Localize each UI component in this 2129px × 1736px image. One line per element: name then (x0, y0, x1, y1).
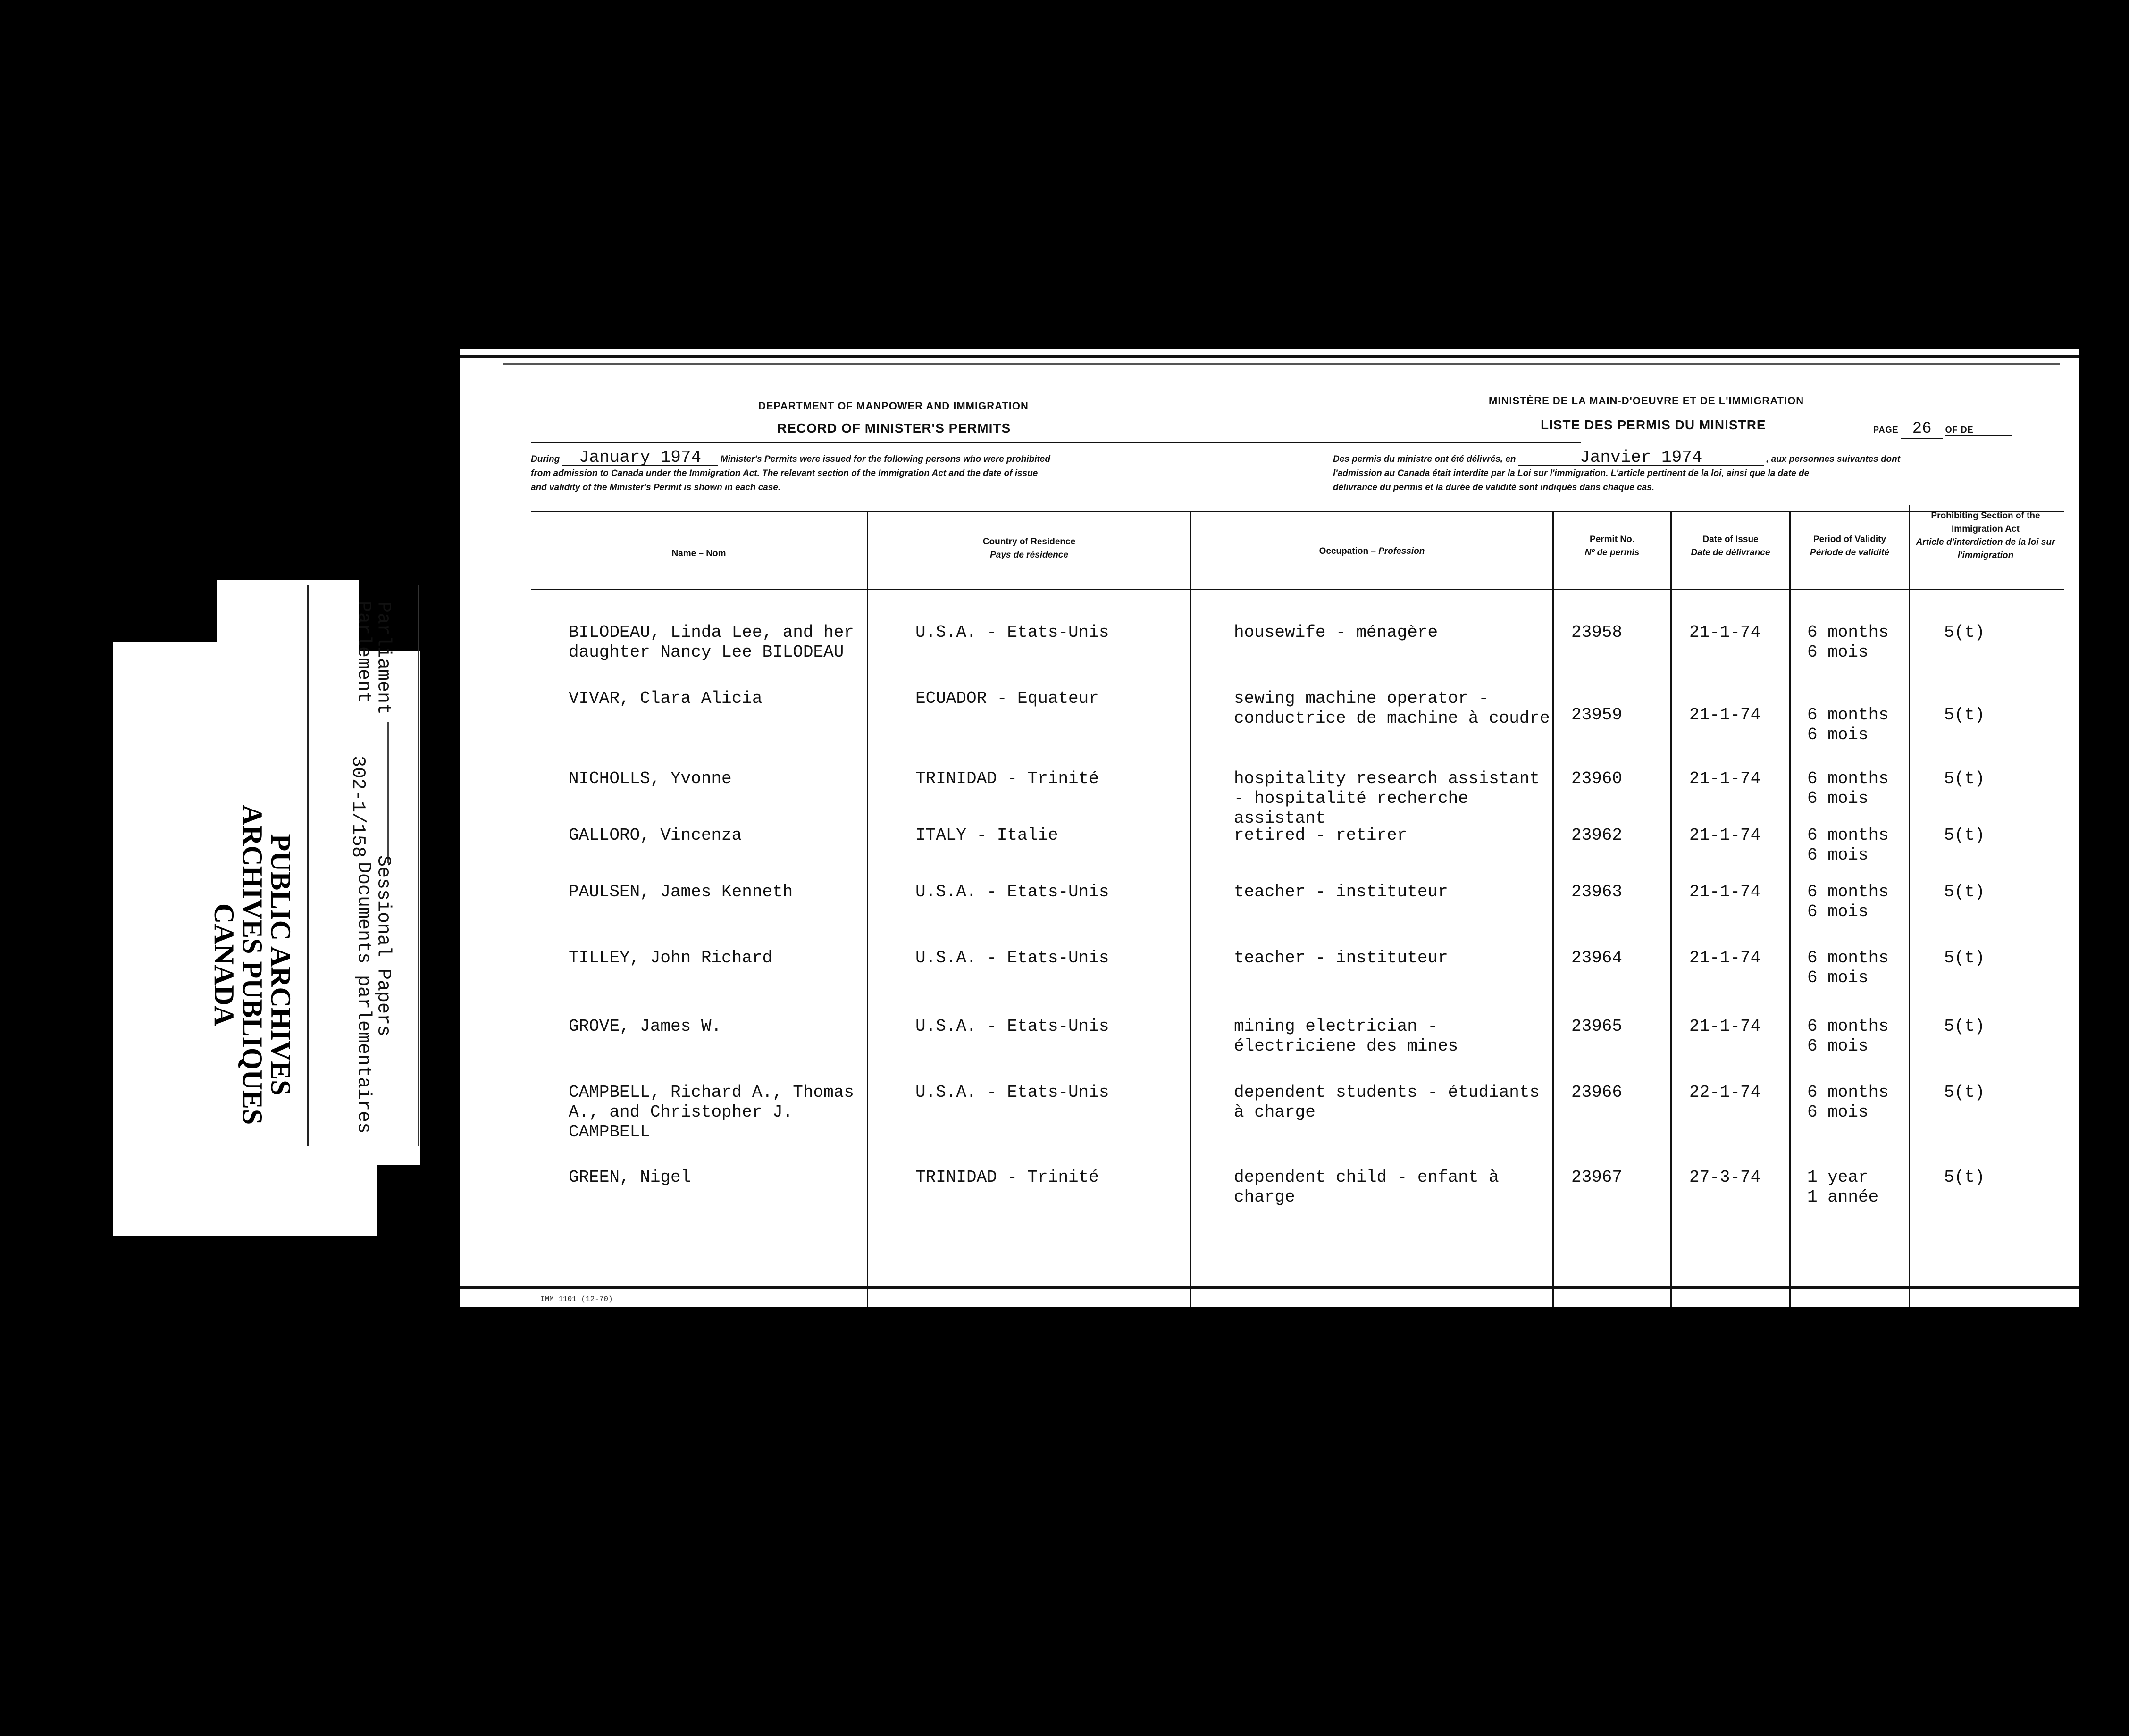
col-header-country (868, 535, 1190, 562)
row-validity-fr: 6 mois (1807, 725, 1869, 744)
row-validity-en: 6 months (1807, 948, 1889, 968)
row-validity (1807, 769, 1906, 809)
col-validity-en: Period of Validity (1813, 534, 1886, 544)
of-label: OF DE (1945, 425, 2012, 436)
row-country: U.S.A. - Etats-Unis (915, 882, 1109, 901)
row-name: VIVAR, Clara Alicia (569, 689, 763, 708)
row-date: 21-1-74 (1689, 705, 1761, 725)
top-edge-line (503, 363, 2060, 365)
row-date: 21-1-74 (1689, 1017, 1761, 1036)
row-section: 5(t) (1944, 769, 1985, 788)
row-date: 21-1-74 (1689, 623, 1761, 642)
row-validity-fr: 6 mois (1807, 789, 1869, 808)
row-validity (1807, 826, 1906, 865)
intro-fr-line-1 (1333, 448, 2060, 467)
col-header-name (531, 547, 867, 560)
col-issue-fr: Date de délivrance (1691, 548, 1770, 558)
column-divider (867, 512, 868, 1307)
row-country: ECUADOR - Equateur (915, 689, 1099, 708)
row-validity-en: 6 months (1807, 882, 1889, 901)
row-occupation: teacher - instituteur (1234, 882, 1448, 901)
row-occupation: dependent child - enfant à charge (1234, 1168, 1499, 1207)
row-name: BILODEAU, Linda Lee, and her daughter Nancy Lee BILODEAU (569, 623, 854, 662)
parliament-en: Parliament (372, 601, 394, 715)
intro-fr-text-2: l'admission au Canada était interdite par la Loi sur l'immigration. L'article pertinent de la loi, ainsi que la date de (1333, 468, 1810, 478)
row-name: TILLEY, John Richard (569, 948, 773, 968)
parliament-fr: Parlement (352, 601, 374, 703)
department-fr: MINISTÈRE DE LA MAIN-D'OEUVRE ET DE L'IMMIGRATION (1489, 395, 1804, 407)
intro-en (531, 448, 1253, 495)
row-section: 5(t) (1944, 705, 1985, 725)
row-validity-en: 6 months (1807, 1083, 1889, 1102)
row-validity-fr: 6 mois (1807, 1102, 1869, 1122)
row-validity-fr: 1 année (1807, 1187, 1879, 1207)
column-divider (1909, 505, 1910, 1307)
row-validity (1807, 948, 1906, 988)
card-divider (307, 585, 309, 1146)
row-occupation: retired - retirer (1234, 826, 1408, 845)
row-country: U.S.A. - Etats-Unis (915, 623, 1109, 642)
row-permit: 23962 (1571, 826, 1623, 845)
month-en: January 1974 (562, 451, 718, 466)
row-occupation: mining electrician - électriciene des mines (1234, 1017, 1458, 1056)
page-number: 26 (1901, 420, 1943, 439)
row-validity-en: 6 months (1807, 705, 1889, 725)
row-permit: 23958 (1571, 623, 1623, 642)
title-fr: LISTE DES PERMIS DU MINISTRE (1541, 417, 1766, 432)
row-validity-en: 6 months (1807, 1017, 1889, 1036)
row-country: U.S.A. - Etats-Unis (915, 1083, 1109, 1102)
row-name: CAMPBELL, Richard A., Thomas A., and Christopher J. CAMPBELL (569, 1083, 854, 1142)
intro-fr (1333, 448, 2060, 495)
row-validity-fr: 6 mois (1807, 902, 1869, 921)
row-validity-fr: 6 mois (1807, 968, 1869, 987)
card-edge (418, 585, 419, 1146)
during-label: During (531, 454, 560, 464)
row-name: GROVE, James W. (569, 1017, 722, 1036)
table-bottom-rule (460, 1286, 2079, 1289)
col-permit-fr: Nº de permis (1584, 548, 1640, 558)
col-header-occupation (1191, 545, 1552, 558)
row-section: 5(t) (1944, 1017, 1985, 1036)
row-permit: 23959 (1571, 705, 1623, 725)
row-validity (1807, 1017, 1906, 1056)
card-divider (387, 722, 389, 863)
row-date: 21-1-74 (1689, 826, 1761, 845)
col-name-label: Name – Nom (671, 549, 726, 559)
col-section-en: Prohibiting Section of the Immigration Act (1931, 511, 2040, 534)
intro-en-text-1: Minister's Permits were issued for the following persons who were prohibited (720, 454, 1050, 464)
row-permit: 23964 (1571, 948, 1623, 968)
row-validity (1807, 623, 1906, 662)
row-validity-en: 6 months (1807, 769, 1889, 788)
header-rule (531, 442, 1581, 443)
row-validity (1807, 1168, 1906, 1207)
column-divider (1789, 512, 1791, 1307)
intro-en-text-3: and validity of the Minister's Permit is shown in each case. (531, 483, 781, 492)
page-field (1873, 420, 2012, 439)
row-name: GREEN, Nigel (569, 1168, 691, 1187)
row-country: ITALY - Italie (915, 826, 1058, 845)
row-occupation: dependent students - étudiants à charge (1234, 1083, 1540, 1122)
card-notch (113, 580, 217, 642)
row-section: 5(t) (1944, 623, 1985, 642)
intro-fr-text-3: délivrance du permis et la durée de validité sont indiqués dans chaque cas. (1333, 483, 1655, 492)
col-header-validity (1791, 533, 1909, 559)
col-header-issue (1672, 533, 1789, 559)
institution-line: ARCHIVES PUBLIQUES (237, 804, 268, 1125)
row-date: 21-1-74 (1689, 882, 1761, 901)
row-country: TRINIDAD - Trinité (915, 769, 1099, 788)
intro-en-text-2: from admission to Canada under the Immigration Act. The relevant section of the Immigration Act and the date of issue (531, 468, 1038, 478)
row-section: 5(t) (1944, 1083, 1985, 1102)
row-date: 22-1-74 (1689, 1083, 1761, 1102)
row-date: 27-3-74 (1689, 1168, 1761, 1187)
row-permit: 23960 (1571, 769, 1623, 788)
institution-line: CANADA (209, 903, 240, 1026)
row-validity (1807, 882, 1906, 922)
row-section: 5(t) (1944, 1168, 1985, 1187)
row-name: GALLORO, Vincenza (569, 826, 742, 845)
row-occupation: teacher - instituteur (1234, 948, 1448, 968)
row-section: 5(t) (1944, 882, 1985, 901)
column-divider (1552, 512, 1554, 1307)
row-country: U.S.A. - Etats-Unis (915, 948, 1109, 968)
col-header-permit (1554, 533, 1670, 559)
col-country-en: Country of Residence (982, 537, 1076, 547)
table-header-rule (531, 589, 2064, 590)
month-fr: Janvier 1974 (1518, 451, 1764, 466)
col-section-fr: Article d'interdiction de la loi sur l'immigration (1916, 537, 2055, 560)
row-occupation: hospitality research assistant - hospitalité recherche assistant (1234, 769, 1540, 828)
row-occupation: housewife - ménagère (1234, 623, 1438, 642)
page-label: PAGE (1873, 425, 1899, 434)
series-en: Sessional Papers (372, 855, 394, 1037)
row-name: NICHOLLS, Yvonne (569, 769, 732, 788)
intro-en-line-1 (531, 448, 1253, 467)
row-permit: 23963 (1571, 882, 1623, 901)
column-divider (1670, 512, 1672, 1307)
row-permit: 23967 (1571, 1168, 1623, 1187)
col-issue-en: Date of Issue (1702, 534, 1759, 544)
row-permit: 23965 (1571, 1017, 1623, 1036)
row-name: PAULSEN, James Kenneth (569, 882, 793, 901)
archive-institution-label (209, 729, 296, 1201)
row-country: TRINIDAD - Trinité (915, 1168, 1099, 1187)
intro-fr-text-1a: Des permis du ministre ont été délivrés, en (1333, 454, 1516, 464)
col-validity-fr: Période de validité (1810, 548, 1889, 558)
col-country-fr: Pays de résidence (990, 550, 1068, 560)
row-validity-fr: 6 mois (1807, 643, 1869, 662)
row-validity-en: 1 year (1807, 1168, 1869, 1187)
title-en: RECORD OF MINISTER'S PERMITS (777, 421, 1011, 435)
row-validity-fr: 6 mois (1807, 845, 1869, 865)
table-top-rule (531, 511, 2064, 512)
card-notch (377, 1165, 420, 1236)
document-sheet (460, 349, 2079, 1307)
top-edge-line (460, 355, 2079, 358)
row-occupation: sewing machine operator - conductrice de machine à coudre (1234, 689, 1550, 728)
archive-reference: 302-1/158 (347, 755, 369, 858)
row-date: 21-1-74 (1689, 769, 1761, 788)
row-validity (1807, 1083, 1906, 1122)
col-header-section (1910, 509, 2061, 562)
row-validity-en: 6 months (1807, 826, 1889, 845)
row-section: 5(t) (1944, 948, 1985, 968)
department-en: DEPARTMENT OF MANPOWER AND IMMIGRATION (758, 400, 1029, 412)
form-number: IMM 1101 (12-70) (540, 1295, 613, 1303)
row-validity (1807, 705, 1906, 745)
row-validity-en: 6 months (1807, 623, 1889, 642)
row-date: 21-1-74 (1689, 948, 1761, 968)
row-validity-fr: 6 mois (1807, 1036, 1869, 1056)
institution-line: PUBLIC ARCHIVES (265, 834, 296, 1096)
col-occupation-en: Occupation – (1319, 546, 1376, 556)
row-permit: 23966 (1571, 1083, 1623, 1102)
series-fr: Documents parlementaires (352, 861, 374, 1134)
row-section: 5(t) (1944, 826, 1985, 845)
column-divider (1190, 512, 1191, 1307)
col-occupation-fr: Profession (1378, 546, 1425, 556)
col-permit-en: Permit No. (1589, 534, 1635, 544)
row-country: U.S.A. - Etats-Unis (915, 1017, 1109, 1036)
intro-fr-text-1b: , aux personnes suivantes dont (1766, 454, 1901, 464)
